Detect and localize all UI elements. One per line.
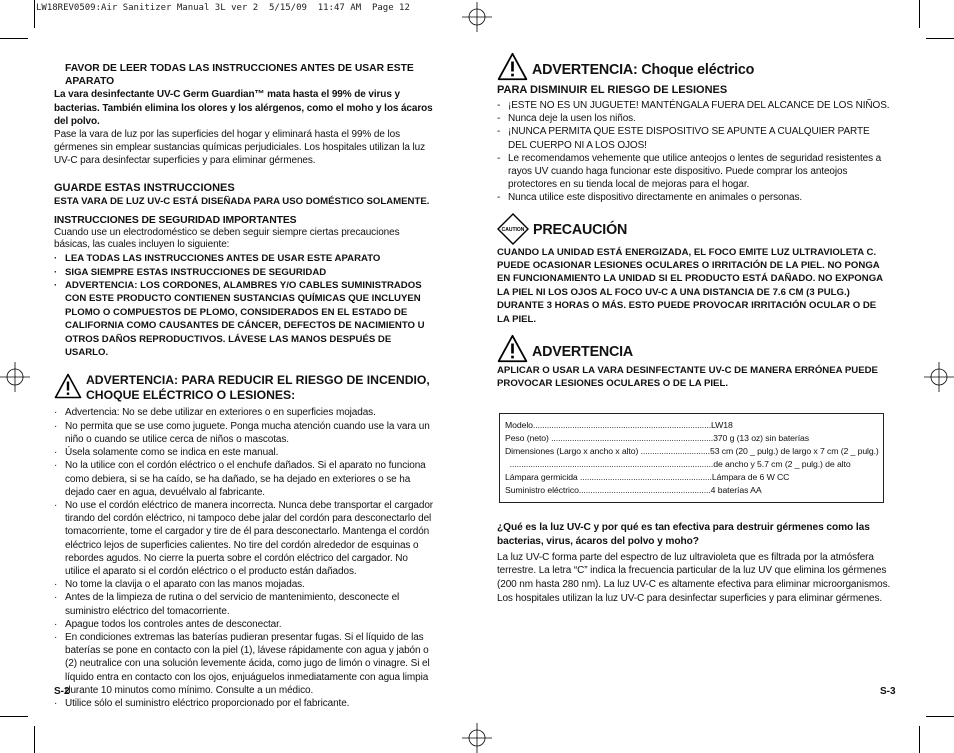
left-page	[54, 62, 435, 710]
crop-mark	[34, 0, 35, 28]
intro-text: Pase la vara de luz por las superficies del hogar y eliminará hasta el 99% de los gérmenes sin emplear sustancias químicas perjudiciales. Los hospitales utilizan la luz UV-C para desinfectar superficies y para eliminar gérmenes.	[54, 129, 426, 167]
caution-header	[497, 213, 891, 245]
crop-mark	[919, 0, 920, 28]
crop-mark	[926, 38, 954, 39]
list-item: - Le recomendamos vehemente que utilice anteojos o lentes de seguridad resistentes a rayos UV cuando haga funcionar este dispositivo. Puede comprar los anteojos protectores en su tienda local de mejoras para el hogar.	[497, 152, 882, 191]
specifications-box	[499, 413, 884, 504]
save-instructions-heading: GUARDE ESTAS INSTRUCCIONES	[54, 181, 235, 194]
warning-text: APLICAR O USAR LA VARA DESINFECTANTE UV-C DE MANERA ERRÓNEA PUEDE PROVOCAR LESIONES OCULARES O DE LA PIEL.	[497, 365, 878, 390]
list-item: - ¡ESTE NO ES UN JUGUETE! MANTÉNGALA FUERA DEL ALCANCE DE LOS NIÑOS.	[497, 100, 890, 111]
spec-row: Suministro eléctrico.........................................................4 baterías AA	[505, 485, 762, 496]
shock-warning-heading: ADVERTENCIA: Choque eléctrico	[532, 62, 755, 78]
registration-mark-icon	[462, 723, 492, 753]
registration-mark-icon	[924, 362, 954, 392]
faq-question: ¿Qué es la luz UV-C y por qué es tan efectiva para destruir gérmenes como las bacterias, virus, ácaros del polvo y moho?	[497, 522, 870, 547]
print-header: LW18REV0509:Air Sanitizer Manual 3L ver 2 5/15/09 11:47 AM Page 12	[36, 3, 410, 13]
crop-mark	[34, 726, 35, 753]
list-item: · Antes de la limpieza de rutina o del servicio de mantenimiento, desconecte el suministro eléctrico del tomacorriente.	[54, 592, 400, 617]
right-page	[497, 52, 891, 605]
intro-heading: FAVOR DE LEER TODAS LAS INSTRUCCIONES ANTES DE USAR ESTE APARATO	[65, 63, 414, 88]
shock-warning-header	[497, 52, 891, 81]
list-item: · No tome la clavija o el aparato con las manos mojadas.	[54, 579, 305, 591]
fire-warning-list	[54, 406, 435, 710]
list-item: - Nunca deje la usen los niños.	[497, 113, 636, 125]
list-item: - ¡NUNCA PERMITA QUE ESTE DISPOSITIVO SE APUNTE A CUALQUIER PARTE DEL CUERPO NI A LOS OJOS!	[497, 126, 870, 151]
spec-row: ........................................................................................de ancho y 5.7 cm (2 _ pulg.) de alto	[505, 459, 851, 470]
caution-text: CUANDO LA UNIDAD ESTÁ ENERGIZADA, EL FOCO EMITE LUZ ULTRAVIOLETA C. PUEDE OCASIONAR LESIONES OCULARES O IRRITACIÓN DE LA PIEL. NO PONGA EN FUNCIONAMIENTO LA UNIDAD SI EL PRODUCTO ESTÁ DAÑADO. NO EXPONGA LA PIEL NI LOS OJOS AL FOCO UV-C A UNA DISTANCIA DE 7.6 CM (3 PULG.) DURANTE 3 HORAS O MÁS. ESTO PUEDE PROVOCAR IRRITACIÓN OCULAR O DE LA PIEL.	[497, 246, 883, 325]
list-item: · En condiciones extremas las baterías pudieran presentar fugas. Si el líquido de las baterías se pone en contacto con la piel (1), lávese rápidamente con agua y jabón o (2) neutralice con una solución levemente ácida, como jugo de limón o vinagre. Si el líquido entra en contacto con los ojos, enjuáguelos inmediatamente con agua limpia durante 10 minutos como mínimo. Consulte a un médico.	[54, 631, 430, 696]
safety-intro: Cuando use un electrodoméstico se deben seguir siempre ciertas precauciones básicas, las cuales incluyen lo siguiente:	[54, 227, 400, 251]
list-item: · Úsela solamente como se indica en este manual.	[54, 447, 279, 459]
intro-bold-text: La vara desinfectante UV-C Germ Guardian™ mata hasta el 99% de virus y bacterias. También elimina los olores y los alérgenos, como el moho y los ácaros del polvo.	[54, 89, 433, 127]
crop-mark	[0, 38, 28, 39]
caution-heading: PRECAUCIÓN	[533, 221, 628, 238]
fire-warning-heading: ADVERTENCIA: PARA REDUCIR EL RIESGO DE INCENDIO, CHOQUE ELÉCTRICO O LESIONES:	[86, 373, 430, 403]
crop-mark	[926, 716, 954, 717]
warning-header	[497, 334, 891, 363]
warning-triangle-icon	[54, 373, 82, 399]
safety-list	[54, 252, 435, 359]
list-item: · No permita que se use como juguete. Ponga mucha atención cuando use la vara un niño o cuando se utilice cerca de niños o mascotas.	[54, 420, 430, 445]
list-item: - Nunca utilice este dispositivo directamente en animales o personas.	[497, 192, 803, 204]
warning-heading: ADVERTENCIA	[532, 344, 634, 361]
list-item: · LEA TODAS LAS INSTRUCCIONES ANTES DE USAR ESTE APARATO	[54, 253, 381, 265]
list-item: · ADVERTENCIA: LOS CORDONES, ALAMBRES Y/O CABLES SUMINISTRADOS CON ESTE PRODUCTO CONTIENEN SUSTANCIAS QUÍMICAS QUE INCLUYEN PLOMO O COMPUESTOS DE PLOMO, CONSIDERADOS EN EL ESTADO DE CALIFORNIA COMO CAUSANTES DE CÁNCER, DEFECTOS DE NACIMIENTO U OTROS DAÑOS REPRODUCTIVOS. LÁVESE LAS MANOS DESPUÉS DE USARLO.	[54, 280, 425, 359]
list-item: · No use el cordón eléctrico de manera incorrecta. Nunca debe transportar el cargador tirando del cordón eléctrico, ni tampoco debe jalar del cordón para desconectarlo del tomacorriente, tome el cargador y tire de él para desconectarlo. Mantenga el cordón eléctrico lejos de superficies calientes. No tire del cordón alrededor de esquinas o rebordes agudos. No cierre la puerta sobre el cordón eléctrico del cargador. No utilice el aparato si el cordón eléctrico o el producto están dañados.	[54, 499, 434, 577]
warning-triangle-icon	[497, 334, 528, 363]
shock-warning-list	[497, 99, 891, 205]
svg-text:CAUTION: CAUTION	[501, 226, 525, 233]
list-item: · Apague todos los controles antes de desconectar.	[54, 618, 282, 630]
faq-answer: La luz UV-C forma parte del espectro de luz ultravioleta que es filtrada por la atmósfera terrestre. La letra “C” indica la frecuencia particular de la luz UV que elimina los gérmenes (200 nm hasta 280 nm). La luz UV-C es altamente efectiva para eliminar microorganismos. Los hospitales utilizan la luz UV-C para desinfectar superficies y para eliminar gérmenes.	[497, 551, 891, 604]
list-item: · Advertencia: No se debe utilizar en exteriores o en superficies mojadas.	[54, 407, 376, 419]
registration-mark-icon	[462, 2, 492, 32]
crop-mark	[919, 726, 920, 753]
spec-row: Peso (neto) ......................................................................370 g (13 oz) sin baterías	[505, 432, 809, 443]
page-number-right: S-3	[880, 686, 896, 697]
registration-mark-icon	[0, 362, 30, 392]
warning-triangle-icon	[497, 52, 528, 81]
caution-diamond-icon	[497, 213, 529, 245]
spec-row: Lámpara germicida .........................................................Lámpara de 6 W CC	[505, 472, 790, 483]
household-use-note: ESTA VARA DE LUZ UV-C ESTÁ DISEÑADA PARA USO DOMÉSTICO SOLAMENTE.	[54, 195, 430, 207]
list-item: · No la utilice con el cordón eléctrico o el enchufe dañados. Si el aparato no funciona como debiera, si se ha caído, se ha dañado, se ha dejado en exteriores o se ha dejado caer en agua, devuélvalo al fabricante.	[54, 460, 426, 498]
list-item: · SIGA SIEMPRE ESTAS INSTRUCCIONES DE SEGURIDAD	[54, 266, 327, 278]
fire-warning-header	[54, 373, 435, 403]
list-item: · Utilice sólo el suministro eléctrico proporcionado por el fabricante.	[54, 697, 350, 709]
spec-row: Dimensiones (Largo x ancho x alto) ..............................53 cm (20 _ pulg.) de largo x 7 cm (2 _ pulg.)	[505, 446, 879, 457]
shock-subheading: PARA DISMINUIR EL RIESGO DE LESIONES	[497, 84, 728, 96]
crop-mark	[0, 716, 28, 717]
spec-row: Modelo.............................................................................LW18	[505, 419, 733, 430]
page-number-left: S-2	[54, 686, 70, 697]
safety-heading: INSTRUCCIONES DE SEGURIDAD IMPORTANTES	[54, 215, 297, 227]
